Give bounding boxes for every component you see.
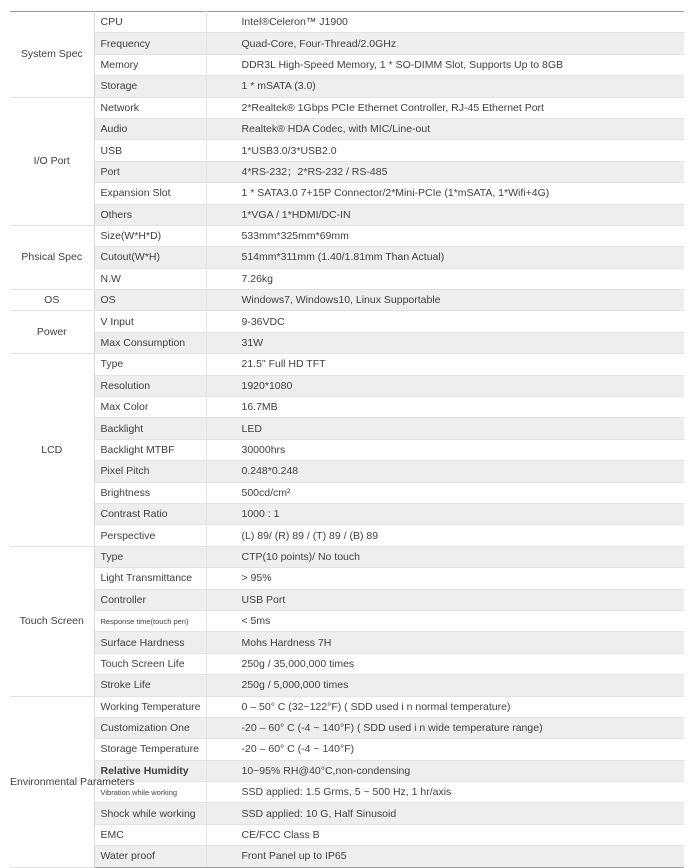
spec-item-label: OS [94,290,206,311]
spec-item-label: Max Color [94,397,206,418]
spec-item-value: 7.26kg [206,268,684,289]
spec-item-value: 1 * mSATA (3.0) [206,76,684,97]
spec-row [10,546,684,567]
spec-item-label: Memory [94,54,206,75]
spec-row [10,717,684,738]
category-label [10,546,94,696]
spec-item-label: Relative Humidity [94,760,206,781]
spec-row [10,568,684,589]
spec-item-label: Controller [94,589,206,610]
spec-row [10,696,684,717]
spec-row [10,140,684,161]
spec-item-label: Type [94,354,206,375]
spec-item-label: Port [94,161,206,182]
spec-item-value: 1*USB3.0/3*USB2.0 [206,140,684,161]
spec-item-label: Resolution [94,375,206,396]
spec-item-value: USB Port [206,589,684,610]
spec-item-label: Backlight [94,418,206,439]
spec-item-value: -20 – 60° C (-4 ~ 140°F) [206,739,684,760]
category-label [10,97,94,225]
category-label [10,290,94,311]
category-name: LCD [41,444,63,456]
spec-row [10,76,684,97]
spec-item-label: Working Temperature [94,696,206,717]
spec-item-label: Cutout(W*H) [94,247,206,268]
spec-item-label: Others [94,204,206,225]
spec-item-label: EMC [94,824,206,845]
spec-row [10,482,684,503]
spec-item-value: 16.7MB [206,397,684,418]
spec-item-label: Stroke Life [94,675,206,696]
category-name: Power [36,326,67,339]
spec-item-value: 1*VGA / 1*HDMI/DC-IN [206,204,684,225]
spec-item-value: 533mm*325mm*69mm [206,225,684,246]
spec-item-value: 30000hrs [206,439,684,460]
spec-row [10,525,684,546]
spec-row [10,397,684,418]
spec-row [10,803,684,824]
spec-row [10,653,684,674]
category-label [10,354,94,547]
spec-item-value: 1000 : 1 [206,503,684,524]
spec-item-label: Vibration while working [94,782,206,803]
spec-item-value: -20 – 60° C (-4 ~ 140°F) ( SDD used i n wide temperature range) [206,717,684,738]
spec-row [10,632,684,653]
spec-item-label: Water proof [94,846,206,867]
spec-item-value: 10~95% RH@40°C,non-condensing [206,760,684,781]
category-name: Environmental Parameters [10,775,135,788]
spec-row [10,161,684,182]
spec-row [10,332,684,353]
spec-row [10,503,684,524]
spec-item-value: 21.5" Full HD TFT [206,354,684,375]
spec-item-label: V Input [94,311,206,332]
category-name: Touch Screen [19,615,84,628]
spec-item-label: USB [94,140,206,161]
category-name: I/O Port [33,155,70,168]
spec-item-value: DDR3L High-Speed Memory, 1 * SO-DIMM Slot, Supports Up to 8GB [206,54,684,75]
category-label [10,225,94,289]
spec-item-value: SSD applied: 1.5 Grms, 5 ~ 500 Hz, 1 hr/axis [206,782,684,803]
spec-item-value: 2*Realtek® 1Gbps PCIe Ethernet Controller, RJ-45 Ethernet Port [206,97,684,118]
spec-item-label: Surface Hardness [94,632,206,653]
spec-item-label: Contrast Ratio [94,503,206,524]
spec-item-label: Storage Temperature [94,739,206,760]
spec-item-value: 500cd/cm² [206,482,684,503]
spec-row [10,610,684,631]
spec-row [10,589,684,610]
spec-item-label: N.W [94,268,206,289]
spec-table-body [10,12,684,868]
spec-item-value: 250g / 5,000,000 times [206,675,684,696]
category-name: System Spec [20,48,83,61]
spec-item-value: 1920*1080 [206,375,684,396]
spec-row [10,268,684,289]
spec-row [10,675,684,696]
spec-item-label: Customization One [94,717,206,738]
spec-item-label: Storage [94,76,206,97]
spec-row [10,54,684,75]
spec-row [10,118,684,139]
spec-item-label: Shock while working [94,803,206,824]
spec-item-label: Touch Screen Life [94,653,206,674]
spec-row [10,183,684,204]
spec-item-value: 514mm*311mm (1.40/1.81mm Than Actual) [206,247,684,268]
spec-item-label: Max Consumption [94,332,206,353]
spec-item-value: 31W [206,332,684,353]
spec-item-label: Expansion Slot [94,183,206,204]
spec-row [10,97,684,118]
spec-item-value: (L) 89/ (R) 89 / (T) 89 / (B) 89 [206,525,684,546]
spec-row [10,846,684,867]
spec-item-value: 0 – 50° C (32~122°F) ( SDD used i n normal temperature) [206,696,684,717]
spec-row [10,247,684,268]
spec-item-label: Light Transmittance [94,568,206,589]
category-label [10,12,94,98]
spec-row [10,418,684,439]
spec-item-label: Audio [94,118,206,139]
spec-row [10,439,684,460]
spec-item-value: 9-36VDC [206,311,684,332]
spec-item-value: Mohs Hardness 7H [206,632,684,653]
spec-item-label: Type [94,546,206,567]
spec-item-label: Backlight MTBF [94,439,206,460]
spec-item-label: Response time(touch pen) [94,610,206,631]
spec-row [10,375,684,396]
spec-item-value: SSD applied: 10 G, Half Sinusoid [206,803,684,824]
spec-item-value: 1 * SATA3.0 7+15P Connector/2*Mini-PCIe (1*mSATA, 1*Wifi+4G) [206,183,684,204]
spec-item-value: > 95% [206,568,684,589]
spec-table [10,11,684,868]
spec-row [10,204,684,225]
spec-item-label: Size(W*H*D) [94,225,206,246]
spec-item-label: Network [94,97,206,118]
spec-row [10,354,684,375]
spec-item-label: Frequency [94,33,206,54]
spec-item-value: CE/FCC Class B [206,824,684,845]
spec-item-value: 250g / 35,000,000 times [206,653,684,674]
spec-item-value: < 5ms [206,610,684,631]
spec-row [10,33,684,54]
category-name: Phsical Spec [21,251,83,264]
spec-item-value: Intel®Celeron™ J1900 [206,12,684,33]
category-label [10,311,94,354]
category-name: OS [44,294,60,307]
spec-item-label: Perspective [94,525,206,546]
spec-row [10,824,684,845]
spec-item-value: 0.248*0.248 [206,461,684,482]
spec-item-value: LED [206,418,684,439]
spec-row [10,461,684,482]
spec-item-value: CTP(10 points)/ No touch [206,546,684,567]
spec-item-label: Pixel Pitch [94,461,206,482]
spec-item-label: CPU [94,12,206,33]
spec-row [10,12,684,33]
spec-row [10,225,684,246]
spec-item-value: Realtek® HDA Codec, with MIC/Line-out [206,118,684,139]
spec-item-value: 4*RS-232；2*RS-232 / RS-485 [206,161,684,182]
spec-row [10,311,684,332]
spec-item-value: Quad-Core, Four-Thread/2.0GHz [206,33,684,54]
spec-item-label: Brightness [94,482,206,503]
spec-item-value: Windows7, Windows10, Linux Supportable [206,290,684,311]
spec-row [10,739,684,760]
spec-row [10,290,684,311]
spec-item-value: Front Panel up to IP65 [206,846,684,867]
